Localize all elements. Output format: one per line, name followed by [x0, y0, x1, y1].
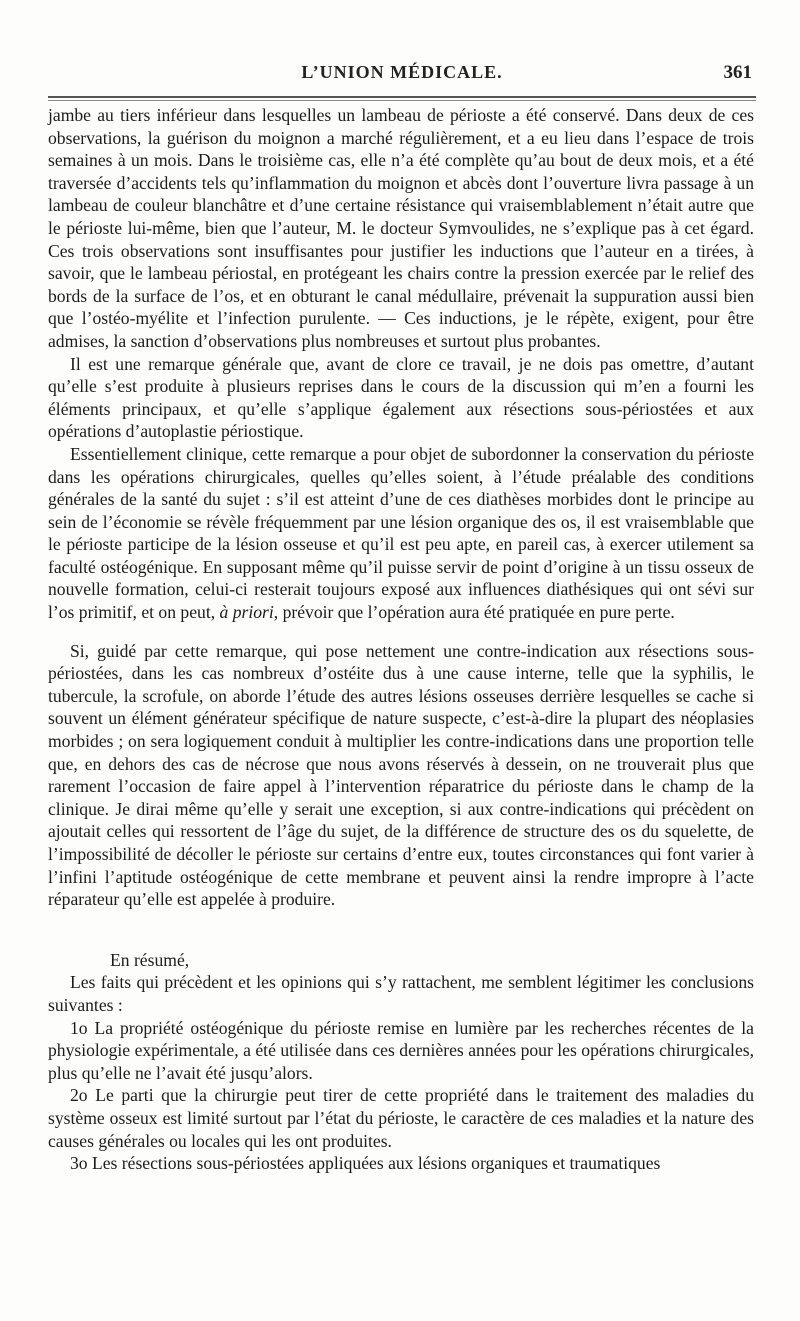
paragraph-general-remark: Il est une remarque générale que, avant de clore ce travail, je ne dois pas omettre, d’autant qu’elle s’est produite à plusieurs reprises dans le cours de la discussion qui m’en a fourni les éléments principaux, et qu’elle s’applique également aux résections sous-périostées et aux opérations d’autoplastie périostique. — [48, 353, 754, 442]
page-number: 361 — [723, 62, 752, 83]
running-title: L’UNION MÉDICALE. — [301, 62, 503, 82]
page-header — [48, 62, 756, 88]
header-rule — [48, 96, 756, 98]
paragraph-conclusions-intro: Les faits qui précèdent et les opinions qui s’y rattachent, me semblent légitimer les conclusions suivantes : — [48, 972, 754, 1015]
paragraph-contra-indications: Si, guidé par cette remarque, qui pose nettement une contre-indication aux résections sous-périostées, dans les cas nombreux d’ostéite dus à une cause interne, telle que la syphilis, le tubercule, la scrofule, on aborde l’étude des autres lésions osseuses derrière lesquelles se cache si souvent un élément générateur spécifique de nature suspecte, c’est-à-dire la plupart des néoplasies morbides ; on sera logiquement conduit à multiplier les contre-indications dans une proportion telle que, en dehors des cas de nécrose que nous avons réservés à dessein, on ne trouverait plus que rarement l’occasion de faire appel à l’intervention réparatrice du périoste dans le champ de la clinique. Je dirai même qu’elle y serait une exception, si aux contre-indications qui précèdent on ajoutait celles qui ressortent de l’âge du sujet, de la différence de structure des os du squelette, de l’impossibilité de décoller le périoste sur certains d’entre eux, toutes circonstances qui font varier à l’infini l’aptitude ostéogénique de cette membrane et peuvent ainsi la rendre impropre à l’acte réparateur qu’elle est appelée à produire. — [48, 640, 754, 910]
summary-heading: En résumé, — [110, 949, 190, 970]
header-rule-thin — [48, 100, 756, 101]
clinical-remark-text-end: , prévoir que l’opération aura été pratiquée en pure perte. — [273, 602, 675, 623]
section-gap — [48, 624, 754, 640]
clinical-remark-text: Essentiellement clinique, cette remarque a pour objet de subordonner la conservation du périoste dans les opérations chirurgicales, quelles qu’elles soient, à l’étude préalable des conditions générales de la santé du sujet : s’il est atteint d’une de ces diathèses morbides dont le principe au sein de l’économie se révèle fréquemment par une lésion organique des os, il est vraisemblable que le périoste participe de la lésion osseuse et qu’il est peu apte, en pareil cas, à exercer utilement sa faculté ostéogénique. En supposant même qu’il puisse servir de point d’origine à un tissu osseux de nouvelle formation, celui-ci resterait toujours exposé aux influences diathésiques qui ont sévi sur l’os primitif, et on peut, — [48, 443, 754, 623]
conclusion-2: 2o Le parti que la chirurgie peut tirer de cette propriété dans le traitement des maladies du système osseux est limité surtout par l’état du périoste, le caractère de ces maladies et la nature des causes générales ou locales qui les ont produites. — [48, 1085, 754, 1151]
conclusion-1: 1o La propriété ostéogénique du périoste remise en lumière par les recherches récentes de la physiologie expérimentale, a été utilisée dans ces dernières années pour les opérations chirurgicales, plus qu’elle ne l’avait été jusqu’alors. — [48, 1017, 754, 1083]
body-text — [48, 104, 754, 1175]
paragraph-continuation: jambe au tiers inférieur dans lesquelles un lambeau de périoste a été conservé. Dans deux de ces observations, la guérison du moignon a marché régulièrement, et a eu lieu dans l’espace de trois semaines à un mois. Dans le troisième cas, elle n’a été complète qu’au bout de deux mois, et a été traversée d’accidents tels qu’inflammation du moignon et abcès dont l’ouverture livra passage à un lambeau de couleur blanchâtre et d’une certaine résistance qui vraisemblablement n’était autre que le périoste lui-même, bien que l’auteur, M. le docteur Symvoulides, ne s’explique pas à cet égard. Ces trois observations sont insuffisantes pour justifier les inductions que l’auteur en a tirées, à savoir, que le lambeau périostal, en protégeant les chairs contre la pression exercée par le relief des bords de la surface de l’os, et en obturant le canal médullaire, prévenait la suppuration aussi bien que l’ostéo-myélite et l’infection purulente. — Ces inductions, je le répète, exigent, pour être admises, la sanction d’observations plus nombreuses et surtout plus probantes. — [48, 105, 754, 351]
italic-a-priori: à priori — [219, 602, 274, 623]
conclusion-3: 3o Les résections sous-périostées appliquées aux lésions organiques et traumatiques — [70, 1153, 661, 1174]
paragraph-clinical-remark — [48, 443, 754, 624]
section-gap — [48, 911, 754, 949]
